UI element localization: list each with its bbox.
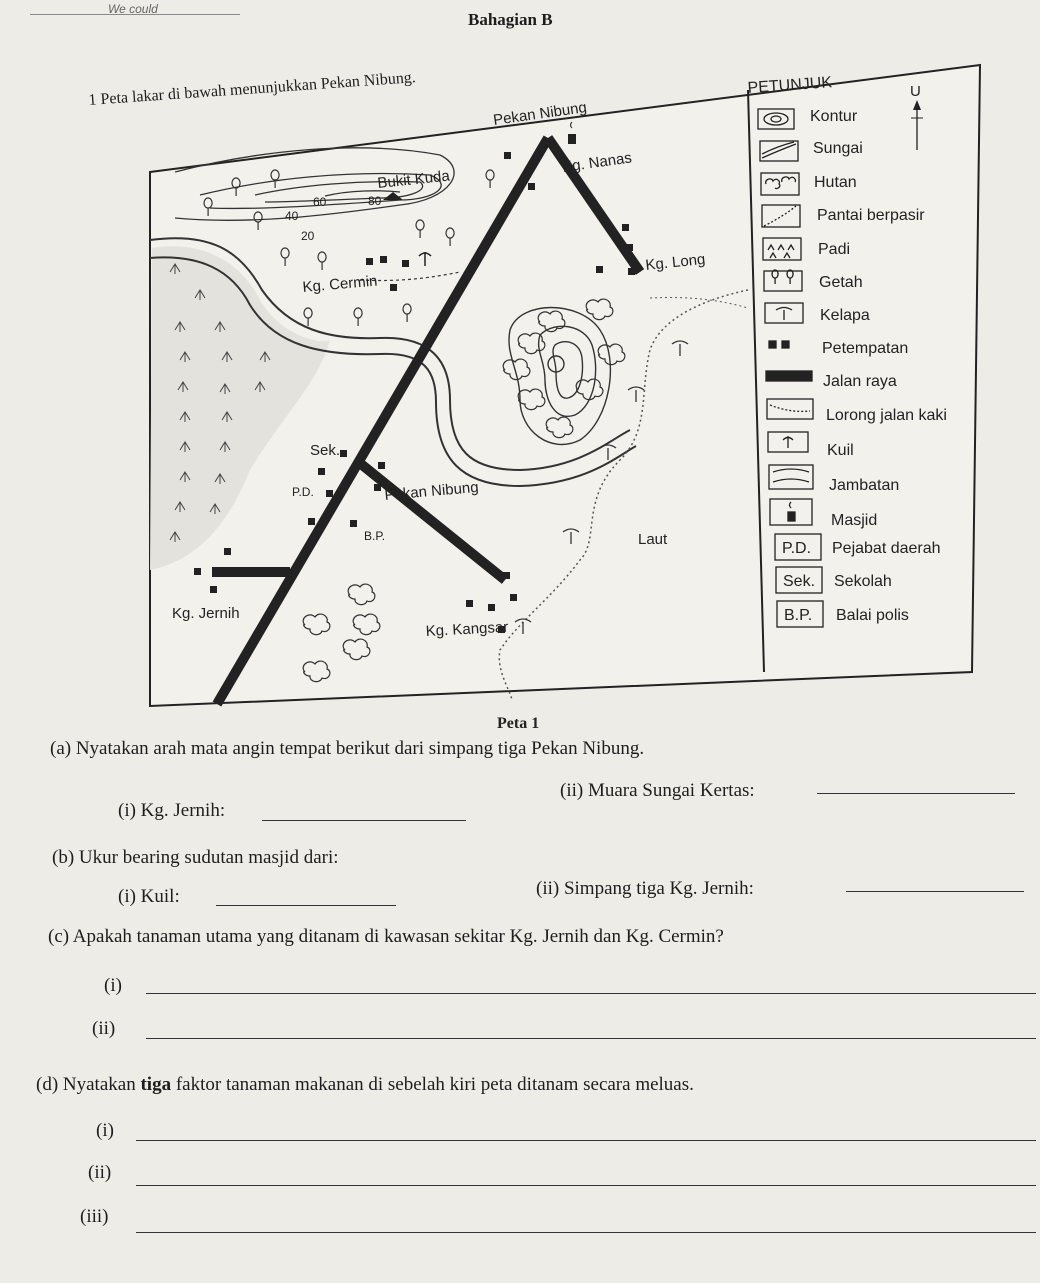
answer-line-d-i[interactable] bbox=[136, 1140, 1036, 1141]
legend-bp-box-text: B.P. bbox=[784, 607, 813, 624]
contour-20: 20 bbox=[301, 229, 315, 243]
legend-label-sekolah: Sekolah bbox=[834, 573, 892, 590]
question-c: (c) Apakah tanaman utama yang ditanam di kawasan sekitar Kg. Jernih dan Kg. Cermin? bbox=[48, 926, 724, 947]
question-intro: 1 Peta lakar di bawah menunjukkan Pekan Nibung. bbox=[88, 69, 417, 109]
legend-label-kelapa: Kelapa bbox=[820, 307, 870, 324]
question-d-pre: (d) Nyatakan bbox=[36, 1074, 141, 1095]
legend-pd-box-text: P.D. bbox=[782, 540, 812, 557]
answer-line-c-i[interactable] bbox=[146, 993, 1036, 994]
legend-label-pejabat-daerah: Pejabat daerah bbox=[832, 540, 941, 557]
contour-60: 60 bbox=[313, 195, 327, 209]
legend-title: PETUNJUK bbox=[747, 74, 833, 97]
legend-label-jalan-raya: Jalan raya bbox=[823, 373, 897, 390]
label-kg-kangsar: Kg. Kangsar bbox=[425, 618, 509, 640]
answer-line-a-ii[interactable] bbox=[817, 793, 1015, 794]
answer-line-d-iii[interactable] bbox=[136, 1232, 1036, 1233]
legend-label-kontur: Kontur bbox=[810, 108, 858, 125]
legend-label-masjid: Masjid bbox=[831, 512, 878, 529]
question-d-iii: (iii) bbox=[80, 1206, 109, 1227]
answer-line-c-ii[interactable] bbox=[146, 1038, 1036, 1039]
legend-label-kuil: Kuil bbox=[827, 442, 854, 459]
legend-label-balai-polis: Balai polis bbox=[836, 607, 909, 624]
answer-line-b-ii[interactable] bbox=[846, 891, 1024, 892]
label-laut: Laut bbox=[638, 531, 668, 548]
label-bukit-kuda: Bukit Kuda bbox=[376, 167, 451, 192]
legend-label-jambatan: Jambatan bbox=[829, 477, 900, 494]
contour-80: 80 bbox=[368, 194, 382, 208]
north-label: U bbox=[910, 83, 921, 100]
label-sek: Sek. bbox=[310, 442, 341, 459]
legend-sek-box-text: Sek. bbox=[783, 573, 816, 590]
label-pekan-nibung-top: Pekan Nibung bbox=[492, 99, 588, 129]
question-d-ii: (ii) bbox=[88, 1162, 112, 1183]
label-bp: B.P. bbox=[364, 529, 386, 543]
question-b-ii: (ii) Simpang tiga Kg. Jernih: bbox=[536, 878, 754, 899]
legend-label-sungai: Sungai bbox=[813, 140, 863, 157]
legend-box-texts bbox=[782, 540, 815, 624]
label-pekan-nibung: Pekan Nibung bbox=[383, 478, 480, 504]
legend-label-padi: Padi bbox=[818, 241, 851, 258]
question-c-ii: (ii) bbox=[92, 1018, 116, 1039]
question-d-i: (i) bbox=[96, 1120, 114, 1141]
label-kg-long: Kg. Long bbox=[644, 250, 707, 274]
legend-label-petempatan: Petempatan bbox=[822, 340, 909, 357]
map-caption: Peta 1 bbox=[497, 715, 540, 732]
label-kg-nanas: Kg. Nanas bbox=[561, 149, 633, 176]
question-a-i: (i) Kg. Jernih: bbox=[118, 800, 226, 821]
legend-label-lorong: Lorong jalan kaki bbox=[826, 407, 947, 424]
question-a: (a) Nyatakan arah mata angin tempat berikut dari simpang tiga Pekan Nibung. bbox=[50, 738, 645, 759]
legend-label-hutan: Hutan bbox=[814, 174, 857, 191]
answer-line-b-i[interactable] bbox=[216, 905, 396, 906]
contour-40: 40 bbox=[285, 209, 299, 223]
answer-line-d-ii[interactable] bbox=[136, 1185, 1036, 1186]
label-kg-jernih: Kg. Jernih bbox=[172, 605, 240, 622]
question-d-bold: tiga bbox=[140, 1074, 172, 1095]
legend-label-getah: Getah bbox=[819, 274, 863, 291]
answer-line-a-i[interactable] bbox=[262, 820, 466, 821]
section-title: Bahagian B bbox=[468, 10, 553, 29]
question-d-post: faktor tanaman makanan di sebelah kiri peta ditanam secara meluas. bbox=[171, 1074, 694, 1095]
label-kg-cermin: Kg. Cermin bbox=[301, 272, 379, 296]
question-d bbox=[36, 1074, 694, 1096]
label-pd: P.D. bbox=[292, 485, 314, 499]
road-icon bbox=[766, 371, 812, 381]
question-b: (b) Ukur bearing sudutan masjid dari: bbox=[52, 847, 339, 868]
question-a-ii: (ii) Muara Sungai Kertas: bbox=[560, 780, 755, 801]
handwritten-scribble: We could bbox=[108, 2, 158, 16]
question-b-i: (i) Kuil: bbox=[118, 886, 180, 907]
legend-label-pantai: Pantai berpasir bbox=[817, 207, 925, 224]
question-c-i: (i) bbox=[104, 975, 122, 996]
